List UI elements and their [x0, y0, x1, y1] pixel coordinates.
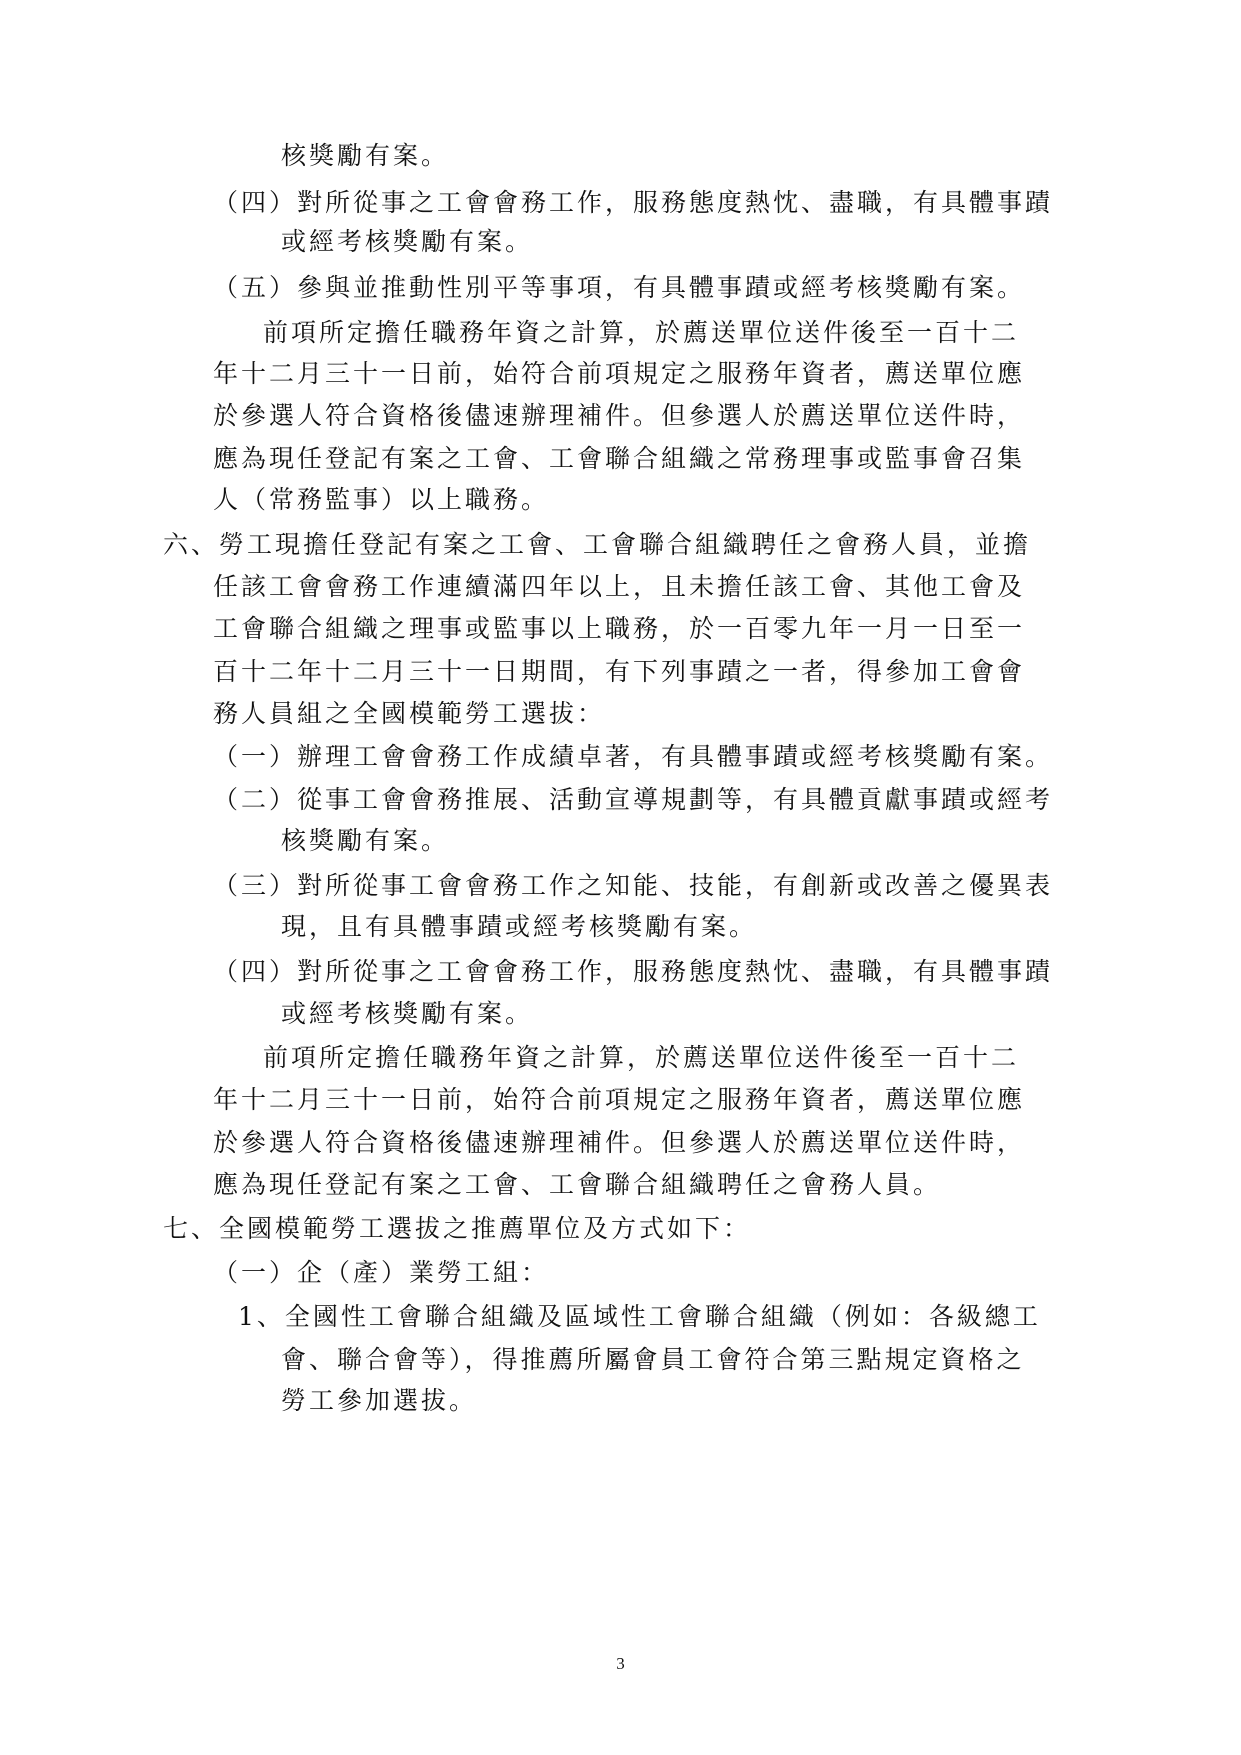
text-line: 應為現任登記有案之工會、工會聯合組織聘任之會務人員。: [213, 1170, 942, 1199]
text-line: （二）從事工會會務推展、活動宣導規劃等，有具體貢獻事蹟或經考: [213, 785, 1054, 814]
text-line: 年十二月三十一日前，始符合前項規定之服務年資者，薦送單位應: [213, 359, 1026, 388]
text-line: 百十二年十二月三十一日期間，有下列事蹟之一者，得參加工會會: [213, 657, 1026, 686]
text-line: 務人員組之全國模範勞工選拔：: [213, 699, 606, 728]
text-line: 前項所定擔任職務年資之計算，於薦送單位送件後至一百十二: [263, 318, 1020, 347]
text-line: 1、全國性工會聯合組織及區域性工會聯合組織（例如：各級總工: [238, 1302, 1041, 1331]
text-line: 核獎勵有案。: [281, 141, 450, 170]
text-line: （五）參與並推動性別平等事項，有具體事蹟或經考核獎勵有案。: [213, 273, 1026, 302]
text-line: 或經考核獎勵有案。: [281, 999, 534, 1028]
text-line: （一）企（產）業勞工組：: [213, 1258, 550, 1287]
text-line: 人（常務監事）以上職務。: [213, 485, 550, 514]
text-line: 六、勞工現擔任登記有案之工會、工會聯合組織聘任之會務人員，並擔: [163, 530, 1032, 559]
text-line: 應為現任登記有案之工會、工會聯合組織之常務理事或監事會召集: [213, 444, 1026, 473]
text-line: 現，且有具體事蹟或經考核獎勵有案。: [281, 912, 758, 941]
text-line: 於參選人符合資格後儘速辦理補件。但參選人於薦送單位送件時，: [213, 1128, 1026, 1157]
text-line: （四）對所從事之工會會務工作，服務態度熱忱、盡職，有具體事蹟: [213, 957, 1054, 986]
text-line: 工會聯合組織之理事或監事以上職務，於一百零九年一月一日至一: [213, 614, 1026, 643]
text-line: 任該工會會務工作連續滿四年以上，且未擔任該工會、其他工會及: [213, 572, 1026, 601]
text-line: （三）對所從事工會會務工作之知能、技能，有創新或改善之優異表: [213, 871, 1054, 900]
text-line: 七、全國模範勞工選拔之推薦單位及方式如下：: [163, 1214, 752, 1243]
text-line: 或經考核獎勵有案。: [281, 227, 534, 256]
text-line: （一）辦理工會會務工作成績卓著，有具體事蹟或經考核獎勵有案。: [213, 742, 1054, 771]
page-number: 3: [616, 1654, 625, 1673]
text-line: 前項所定擔任職務年資之計算，於薦送單位送件後至一百十二: [263, 1043, 1020, 1072]
text-line: 於參選人符合資格後儘速辦理補件。但參選人於薦送單位送件時，: [213, 401, 1026, 430]
text-line: 勞工參加選拔。: [281, 1386, 478, 1415]
text-line: 會、聯合會等），得推薦所屬會員工會符合第三點規定資格之: [281, 1345, 1025, 1374]
text-line: （四）對所從事之工會會務工作，服務態度熱忱、盡職，有具體事蹟: [213, 188, 1054, 217]
text-line: 年十二月三十一日前，始符合前項規定之服務年資者，薦送單位應: [213, 1085, 1026, 1114]
text-line: 核獎勵有案。: [281, 826, 450, 855]
